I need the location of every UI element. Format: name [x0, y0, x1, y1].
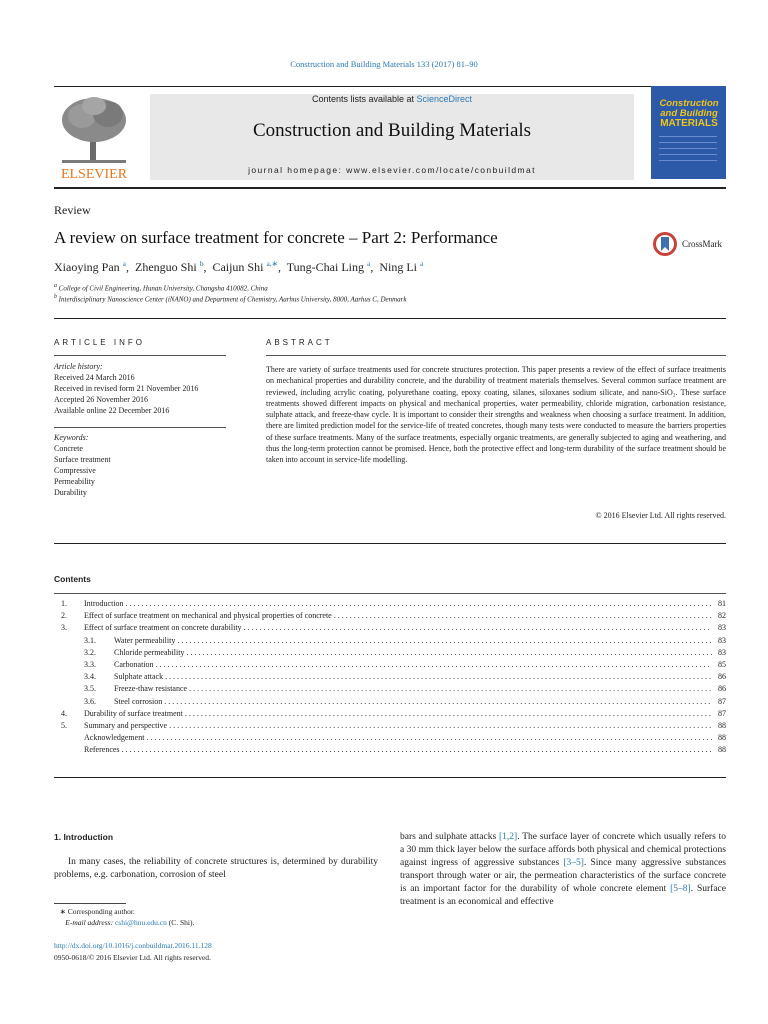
issn-copyright: 0950-0618/© 2016 Elsevier Ltd. All rights reserved.	[54, 953, 211, 962]
abstract-copyright: © 2016 Elsevier Ltd. All rights reserved.	[595, 511, 726, 520]
toc-page: 88	[718, 745, 726, 755]
toc-entry[interactable]	[54, 659, 726, 671]
toc-number: 3.3.	[84, 659, 96, 669]
article-history: Article history: Received 24 March 2016 Received in revised form 21 November 2016 Accepted 26 November 2016 Available online 22 December 2016	[54, 362, 199, 415]
toc-number: 3.6.	[84, 696, 96, 706]
journal-banner	[150, 94, 634, 180]
footnote-email: E-mail address: cshi@hnu.edu.cn (C. Shi).	[65, 918, 195, 927]
body-column-right: bars and sulphate attacks [1,2]. The surface layer of concrete which usually refers to a 30 mm thick layer below the surface affords both physical and chemical protections against ingress of aggressive substances [3–5]. Since many aggressive substances transport through water or air, the permeation characteristics of the surface concrete is an important factor for the durability of whole concrete element [5–8]. Surface treatment is an economical and effective	[400, 832, 727, 907]
toc-title: Freeze-thaw resistance . . .	[114, 683, 712, 695]
toc-page: 83	[718, 635, 726, 645]
toc-number: 5.	[61, 720, 67, 730]
toc-title: Effect of surface treatment on concrete durability . . .	[84, 622, 712, 634]
article-info-heading: ARTICLE INFO	[54, 338, 145, 347]
toc-title: Effect of surface treatment on mechanical and physical properties of concrete . . .	[84, 610, 712, 622]
abstract-heading: ABSTRACT	[266, 338, 333, 347]
abstract-text: There are variety of surface treatments used for concrete structures protection. This paper presents a review of the effect of surface treatments on mechanical properties and durability concrete, and the durability of treatment materials themselves. Several common surface treatment are reviewed, including acrylic coating, polyurethane coating, epoxy coating, silanes, siloxanes sodium silicate, and nano-SiO₂. These surface treatments showed different impacts on physical and mechanical properties, water permeability, chloride migration, carbonation resistance, sulphate attack, and freeze-thaw cycle. It is important to consider their strengths and weakness when choosing a surface treatment. In addition, there are limited prediction model for the service-life of treated concretes, though many tests were conducted to measure the barriers properties of these surface treatments. Many of the surface treatments, especially organic treatments, are generally subjected to aging and weathering, and thus the long-term protection cannot be promised. Hence, both the protective effect and long-term durability of the surface treatment should be taken into account in service-life modelling.	[266, 365, 726, 465]
toc-entry[interactable]	[54, 732, 726, 744]
journal-name: Construction and Building Materials	[252, 120, 532, 141]
toc-title: Steel corrosion . . .	[114, 696, 712, 708]
toc-number: 1.	[61, 599, 67, 608]
toc-title: Durability of surface treatment . . .	[84, 708, 712, 720]
contents-heading: Contents	[54, 574, 91, 584]
journal-homepage: journal homepage: www.elsevier.com/locate/conbuildmat	[248, 165, 536, 175]
toc-title: References . . .	[84, 744, 712, 756]
toc-page: 87	[718, 708, 726, 718]
toc-title: Chloride permeability . . .	[114, 647, 712, 659]
toc-number: 3.	[61, 623, 67, 633]
toc-number: 3.5.	[84, 684, 96, 694]
affiliation-a: $^a$ College of Civil Engineering, Hunan University, Changsha 410082, China	[54, 283, 268, 293]
toc-number: 3.1.	[84, 635, 96, 645]
elsevier-logo	[54, 94, 134, 180]
reference-link[interactable]: [5–8]	[670, 884, 691, 894]
toc-page: 88	[718, 733, 726, 743]
toc-title: Introduction . . .	[84, 598, 712, 610]
body-column-left: In many cases, the reliability of concrete structures is, determined by durability problems, e.g. carbonation, corrosion of steel	[54, 857, 378, 880]
toc-page: 83	[718, 623, 726, 633]
author-name[interactable]: Zhenguo Shi	[135, 260, 197, 274]
author-name[interactable]: Ning Li	[379, 260, 417, 274]
toc-entry[interactable]	[54, 647, 726, 659]
abstract-rule	[266, 355, 726, 356]
cover-decoration	[659, 136, 717, 166]
toc-number: 4.	[61, 708, 67, 718]
toc-title: Carbonation . . .	[114, 659, 712, 671]
toc-entry[interactable]	[54, 610, 726, 622]
article-type: Review	[54, 203, 91, 217]
article-title: A review on surface treatment for concrete – Part 2: Performance	[54, 228, 498, 247]
author-name[interactable]: Tung-Chai Ling	[286, 260, 364, 274]
crossmark-icon	[652, 229, 678, 259]
crossmark-label: CrossMark	[682, 239, 722, 249]
toc-title: Acknowledgement . . .	[84, 732, 712, 744]
toc-title: Sulphate attack . . .	[114, 671, 712, 683]
author-name[interactable]: Caijun Shi	[212, 260, 264, 274]
toc-page: 87	[718, 696, 726, 706]
info-rule	[54, 355, 226, 356]
toc-entry[interactable]	[54, 720, 726, 732]
section-heading: 1. Introduction	[54, 832, 114, 842]
divider-rule	[54, 318, 726, 319]
toc-entry[interactable]	[54, 598, 726, 610]
toc-entry[interactable]	[54, 696, 726, 708]
info-rule	[54, 427, 226, 428]
toc-entry[interactable]	[54, 671, 726, 683]
doi-link[interactable]: http://dx.doi.org/10.1016/j.conbuildmat.2016.11.128	[54, 941, 212, 950]
toc-entry[interactable]	[54, 622, 726, 634]
toc-number: 3.4.	[84, 672, 96, 682]
toc-entry[interactable]	[54, 635, 726, 647]
toc-number: 2.	[61, 611, 67, 621]
journal-citation[interactable]: Construction and Building Materials 133 (2017) 81–90	[290, 59, 478, 69]
affiliation-b: $^b$ Interdisciplinary Nanoscience Center (iNANO) and Department of Chemistry, Aarhus University, 8000, Aarhus C, Denmark	[54, 294, 407, 304]
reference-link[interactable]: [1,2]	[499, 832, 518, 842]
footnote-rule	[54, 903, 126, 904]
contents-available: Contents lists available at ScienceDirect	[311, 94, 473, 104]
email-link[interactable]: cshi@hnu.edu.cn	[114, 918, 167, 927]
sciencedirect-link[interactable]: ScienceDirect	[416, 94, 473, 104]
toc-page: 86	[718, 672, 726, 682]
keywords: Keywords: Concrete Surface treatment Compressive Permeability Durability	[54, 433, 111, 497]
toc-entry[interactable]	[54, 744, 726, 756]
homepage-url[interactable]: www.elsevier.com/locate/conbuildmat	[346, 165, 536, 175]
elsevier-tree-icon	[54, 94, 134, 180]
toc-page: 82	[718, 611, 726, 621]
divider-rule	[54, 543, 726, 544]
toc-entry[interactable]	[54, 708, 726, 720]
publisher-wordmark: ELSEVIER	[60, 167, 128, 180]
contents-rule	[54, 593, 726, 594]
reference-link[interactable]: [3–5]	[563, 858, 584, 868]
toc-page: 88	[718, 720, 726, 730]
journal-cover	[651, 86, 726, 179]
toc-page: 85	[718, 659, 726, 669]
toc-entry[interactable]	[54, 683, 726, 695]
toc-number: 3.2.	[84, 647, 96, 657]
toc-title: Summary and perspective . . .	[84, 720, 712, 732]
table-of-contents	[54, 598, 726, 756]
toc-title: Water permeability . . .	[114, 635, 712, 647]
toc-page: 86	[718, 684, 726, 694]
crossmark-badge[interactable]	[652, 229, 722, 264]
author-list: Xiaoying Pan $^a$, Zhenguo Shi $^b$, Caijun Shi $^{a,∗}$, Tung-Chai Ling $^a$, Ning Li $^a$	[54, 259, 424, 274]
author-name[interactable]: Xiaoying Pan	[54, 260, 120, 274]
footnote-corresponding: ∗ Corresponding author.	[59, 907, 135, 916]
header-rule-top	[54, 86, 726, 87]
divider-rule	[54, 777, 726, 778]
header-rule-bottom	[54, 187, 726, 189]
toc-page: 81	[718, 599, 726, 608]
cover-title: Construction and Building MATERIALS	[659, 98, 719, 129]
toc-page: 83	[718, 647, 726, 657]
